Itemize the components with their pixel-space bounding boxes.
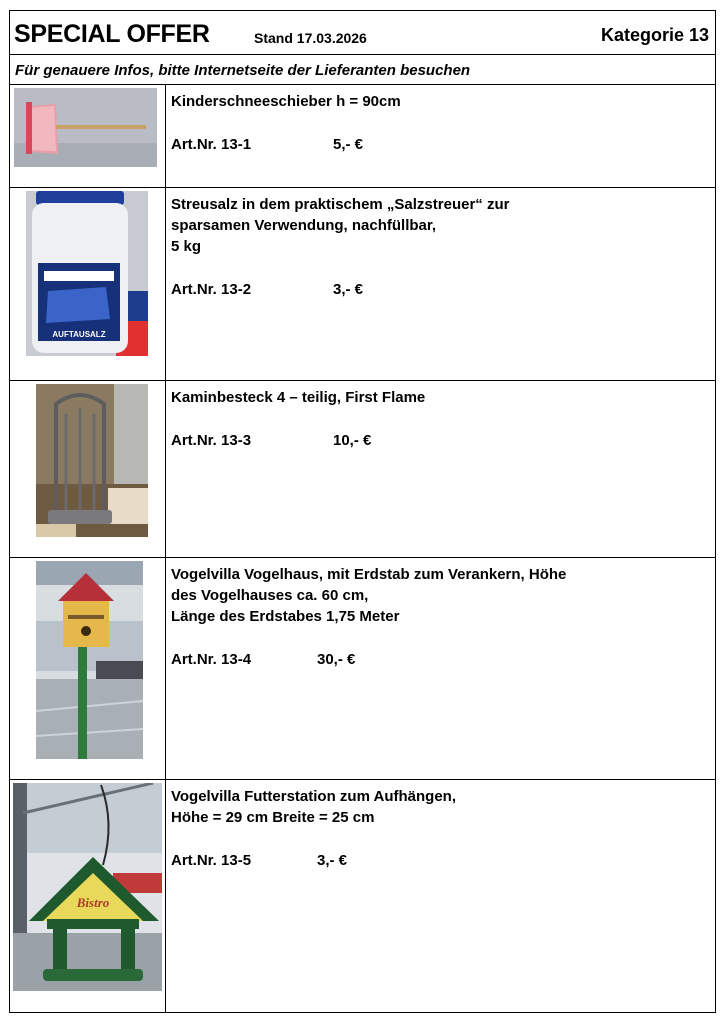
product-image-cell (10, 780, 166, 1012)
product-row-5 (10, 780, 715, 1012)
product-description: Kaminbesteck 4 – teilig, First Flame (171, 389, 426, 406)
article-number: Art.Nr. 13-5 (171, 852, 252, 869)
product-image-cell (10, 85, 166, 187)
product-text (171, 194, 709, 300)
article-line (171, 850, 709, 871)
bird-feeder-photo (13, 783, 162, 991)
product-row-3 (10, 381, 715, 558)
stand-date: Stand 17.03.2026 (254, 30, 367, 46)
feeder-label-text: Bistro (76, 895, 110, 910)
snow-shovel-photo (14, 88, 157, 167)
product-description: Streusalz in dem praktischem „Salzstreuer“ zur sparsamen Verwendung, nachfüllbar, 5 kg (171, 196, 510, 255)
price: 3,- € (317, 852, 348, 869)
article-number: Art.Nr. 13-2 (171, 281, 252, 298)
product-description: Vogelvilla Futterstation zum Aufhängen, Höhe = 29 cm Breite = 25 cm (171, 788, 457, 826)
product-image-cell (10, 558, 166, 779)
product-text (171, 91, 709, 155)
price: 30,- € (317, 651, 356, 668)
salt-label-text: AUFTAUSALZ (52, 330, 106, 339)
product-image-cell (10, 381, 166, 557)
fireplace-tools-photo (36, 384, 148, 537)
price: 3,- € (333, 281, 364, 298)
article-line (171, 134, 709, 155)
product-description: Kinderschneeschieber h = 90cm (171, 93, 401, 110)
product-text (171, 387, 709, 451)
category-label: Kategorie 13 (600, 25, 709, 45)
price: 5,- € (333, 136, 364, 153)
offer-sheet (9, 10, 716, 1013)
article-number: Art.Nr. 13-1 (171, 136, 252, 153)
article-number: Art.Nr. 13-4 (171, 651, 252, 668)
salt-shaker-photo (26, 191, 148, 356)
article-line (171, 649, 709, 670)
birdhouse-photo (36, 561, 143, 759)
product-image-cell (10, 188, 166, 380)
header (10, 11, 715, 55)
product-description: Vogelvilla Vogelhaus, mit Erdstab zum Verankern, Höhe des Vogelhauses ca. 60 cm, Länge des Erdstabes 1,75 Meter (171, 566, 567, 625)
info-banner (10, 55, 715, 85)
page-title: SPECIAL OFFER (14, 20, 210, 48)
product-text (171, 564, 709, 670)
article-line (171, 430, 709, 451)
info-text: Für genauere Infos, bitte Internetseite der Lieferanten besuchen (15, 62, 471, 79)
product-row-1 (10, 85, 715, 188)
product-row-4 (10, 558, 715, 780)
product-row-2 (10, 188, 715, 381)
product-text (171, 786, 709, 871)
article-number: Art.Nr. 13-3 (171, 432, 252, 449)
article-line (171, 279, 709, 300)
price: 10,- € (333, 432, 372, 449)
